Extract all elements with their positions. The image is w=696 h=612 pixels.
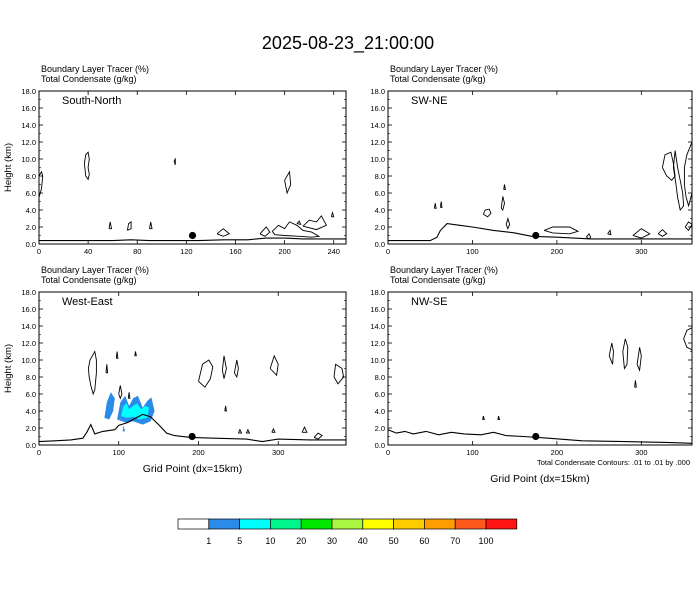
panel-header-line: Total Condensate (g/kg) (41, 275, 137, 285)
panel-header-line: Total Condensate (g/kg) (390, 74, 486, 84)
colorbar-tick-label: 1 (206, 536, 212, 546)
colorbar-box (424, 519, 455, 529)
x-tick-label: 100 (466, 247, 479, 256)
plot-frame (388, 91, 692, 244)
condensate-contour (504, 185, 506, 190)
x-axis-label: Grid Point (dx=15km) (490, 473, 590, 485)
x-tick-label: 300 (635, 247, 648, 256)
y-tick-label: 14.0 (370, 322, 385, 331)
x-tick-label: 200 (550, 247, 564, 256)
x-tick-label: 100 (112, 448, 125, 457)
y-tick-label: 8.0 (374, 373, 385, 382)
condensate-contour (658, 230, 667, 237)
y-tick-label: 12.0 (21, 339, 36, 348)
condensate-contour (334, 364, 344, 384)
y-tick-label: 10.0 (21, 155, 36, 164)
y-tick-label: 6.0 (25, 390, 36, 399)
condensate-contour (314, 433, 322, 439)
y-tick-label: 2.0 (25, 223, 36, 232)
colorbar-box (455, 519, 486, 529)
y-tick-label: 14.0 (21, 322, 36, 331)
location-marker (189, 232, 196, 239)
condensate-contour (106, 364, 108, 373)
x-tick-label: 120 (180, 247, 193, 256)
y-tick-label: 2.0 (25, 424, 36, 433)
condensate-contour (544, 227, 578, 234)
x-axis-label: Grid Point (dx=15km) (142, 463, 243, 475)
condensate-contour (119, 386, 122, 399)
y-tick-label: 14.0 (370, 121, 385, 130)
colorbar-box (240, 519, 271, 529)
panel-header-line: Boundary Layer Tracer (%) (390, 265, 499, 275)
y-tick-label: 16.0 (370, 305, 385, 314)
colorbar-box (332, 519, 363, 529)
colorbar-tick-label: 100 (478, 536, 494, 546)
panel-header-line: Boundary Layer Tracer (%) (390, 64, 499, 74)
panel-nw-se (370, 265, 692, 485)
condensate-contour (501, 196, 504, 210)
y-tick-label: 4.0 (374, 407, 385, 416)
y-tick-label: 16.0 (370, 104, 385, 113)
condensate-contour (199, 360, 213, 387)
x-tick-label: 100 (466, 448, 479, 457)
panel-west-east (3, 265, 346, 475)
condensate-contour (483, 416, 485, 419)
condensate-contour (498, 416, 500, 419)
condensate-contour (272, 429, 275, 432)
y-tick-label: 18.0 (21, 288, 36, 297)
colorbar-box (363, 519, 394, 529)
condensate-contour (608, 230, 611, 234)
condensate-contour (303, 216, 326, 230)
x-tick-label: 300 (271, 448, 285, 457)
cross-section-label: SW-NE (411, 95, 448, 107)
panel-sw-ne (370, 64, 692, 256)
y-tick-label: 8.0 (374, 172, 385, 181)
condensate-contour (609, 343, 613, 364)
colorbar-tick-label: 50 (388, 536, 399, 546)
condensate-contour (331, 213, 333, 217)
x-tick-label: 240 (327, 247, 340, 256)
condensate-contour (238, 430, 241, 433)
y-tick-label: 8.0 (25, 172, 36, 181)
colorbar (178, 519, 517, 546)
colorbar-tick-label: 60 (419, 536, 430, 546)
condensate-contour (88, 352, 96, 395)
colorbar-box (178, 519, 209, 529)
colorbar-tick-label: 70 (450, 536, 461, 546)
panel-header-line: Total Condensate (g/kg) (41, 74, 137, 84)
y-tick-label: 0.0 (25, 240, 36, 249)
y-tick-label: 18.0 (370, 87, 385, 96)
condensate-contour (234, 360, 238, 377)
y-tick-label: 16.0 (21, 305, 36, 314)
contour-note: Total Condensate Contours: .01 to .01 by .000 (536, 458, 690, 467)
colorbar-tick-label: 5 (237, 536, 243, 546)
plot-frame (39, 292, 346, 445)
colorbar-box (301, 519, 332, 529)
panel-header-line: Boundary Layer Tracer (%) (41, 64, 150, 74)
plot-frame (388, 292, 692, 445)
location-marker (532, 232, 539, 239)
panel-south-north (3, 64, 346, 256)
condensate-contour (84, 152, 89, 179)
condensate-contour (225, 406, 227, 411)
condensate-contour (127, 222, 131, 231)
condensate-contour (260, 227, 270, 236)
y-tick-label: 10.0 (370, 155, 385, 164)
cross-section-label: NW-SE (411, 296, 448, 308)
condensate-contour (623, 339, 628, 369)
y-tick-label: 6.0 (25, 189, 36, 198)
panel-header-line: Total Condensate (g/kg) (390, 275, 486, 285)
condensate-contour (633, 229, 650, 238)
x-tick-label: 0 (36, 448, 42, 457)
location-marker (189, 433, 196, 440)
y-tick-label: 0.0 (374, 441, 385, 450)
x-tick-label: 160 (229, 247, 242, 256)
x-tick-label: 0 (385, 247, 391, 256)
y-tick-label: 12.0 (21, 138, 36, 147)
figure-title: 2025-08-23_21:00:00 (261, 33, 435, 53)
x-tick-label: 300 (635, 448, 648, 457)
colorbar-tick-label: 40 (357, 536, 368, 546)
y-axis-label: Height (km) (3, 343, 14, 394)
y-tick-label: 6.0 (374, 189, 385, 198)
y-tick-label: 0.0 (374, 240, 385, 249)
cross-section-label: South-North (62, 95, 122, 107)
panels (3, 64, 692, 485)
y-tick-label: 14.0 (21, 121, 36, 130)
y-tick-label: 12.0 (370, 138, 385, 147)
colorbar-tick-label: 20 (296, 536, 307, 546)
condensate-contour (222, 356, 226, 379)
y-tick-label: 0.0 (25, 441, 36, 450)
condensate-contour (109, 222, 112, 229)
tracer-fill (123, 425, 125, 431)
condensate-contour (297, 221, 301, 224)
condensate-contour (684, 328, 692, 350)
condensate-contour (434, 203, 436, 208)
y-tick-label: 12.0 (370, 339, 385, 348)
y-tick-label: 4.0 (374, 206, 385, 215)
y-tick-label: 4.0 (25, 407, 36, 416)
condensate-contour (150, 222, 153, 229)
y-tick-label: 6.0 (374, 390, 385, 399)
x-tick-label: 200 (278, 247, 291, 256)
condensate-contour (246, 430, 249, 433)
y-tick-label: 8.0 (25, 373, 36, 382)
x-tick-label: 0 (385, 448, 391, 457)
y-tick-label: 18.0 (21, 87, 36, 96)
x-tick-label: 0 (36, 247, 42, 256)
condensate-contour (302, 427, 307, 432)
condensate-contour (637, 347, 641, 370)
condensate-contour (135, 352, 137, 356)
colorbar-box (270, 519, 301, 529)
colorbar-tick-label: 30 (326, 536, 338, 546)
x-tick-label: 200 (550, 448, 564, 457)
condensate-contour (217, 229, 229, 237)
condensate-contour (285, 172, 291, 193)
condensate-contour (635, 380, 637, 387)
condensate-contour (270, 356, 278, 376)
colorbar-box (486, 519, 517, 529)
y-tick-label: 4.0 (25, 206, 36, 215)
condensate-contour (684, 142, 692, 206)
condensate-contour (174, 159, 175, 165)
condensate-contour (483, 209, 491, 217)
x-tick-label: 200 (192, 448, 205, 457)
tracer-fill (104, 392, 114, 419)
condensate-contour (116, 352, 118, 359)
condensate-contour (506, 219, 509, 229)
condensate-contour (586, 234, 590, 239)
y-axis-label: Height (km) (3, 142, 14, 193)
panel-header-line: Boundary Layer Tracer (%) (41, 265, 150, 275)
condensate-contour (673, 151, 683, 211)
x-tick-label: 40 (83, 247, 93, 256)
y-tick-label: 2.0 (374, 223, 385, 232)
colorbar-box (394, 519, 425, 529)
condensate-contour (440, 202, 442, 208)
condensate-contour (128, 392, 130, 398)
y-tick-label: 18.0 (370, 288, 385, 297)
y-tick-label: 10.0 (21, 356, 36, 365)
cross-section-label: West-East (62, 296, 113, 308)
terrain-line (388, 430, 692, 444)
condensate-contour (685, 222, 692, 231)
colorbar-box (209, 519, 240, 529)
y-tick-label: 10.0 (370, 356, 385, 365)
location-marker (532, 433, 539, 440)
y-tick-label: 2.0 (374, 424, 385, 433)
colorbar-tick-label: 10 (265, 536, 276, 546)
x-tick-label: 80 (133, 247, 142, 256)
y-tick-label: 16.0 (21, 104, 36, 113)
condensate-contour (272, 222, 319, 237)
